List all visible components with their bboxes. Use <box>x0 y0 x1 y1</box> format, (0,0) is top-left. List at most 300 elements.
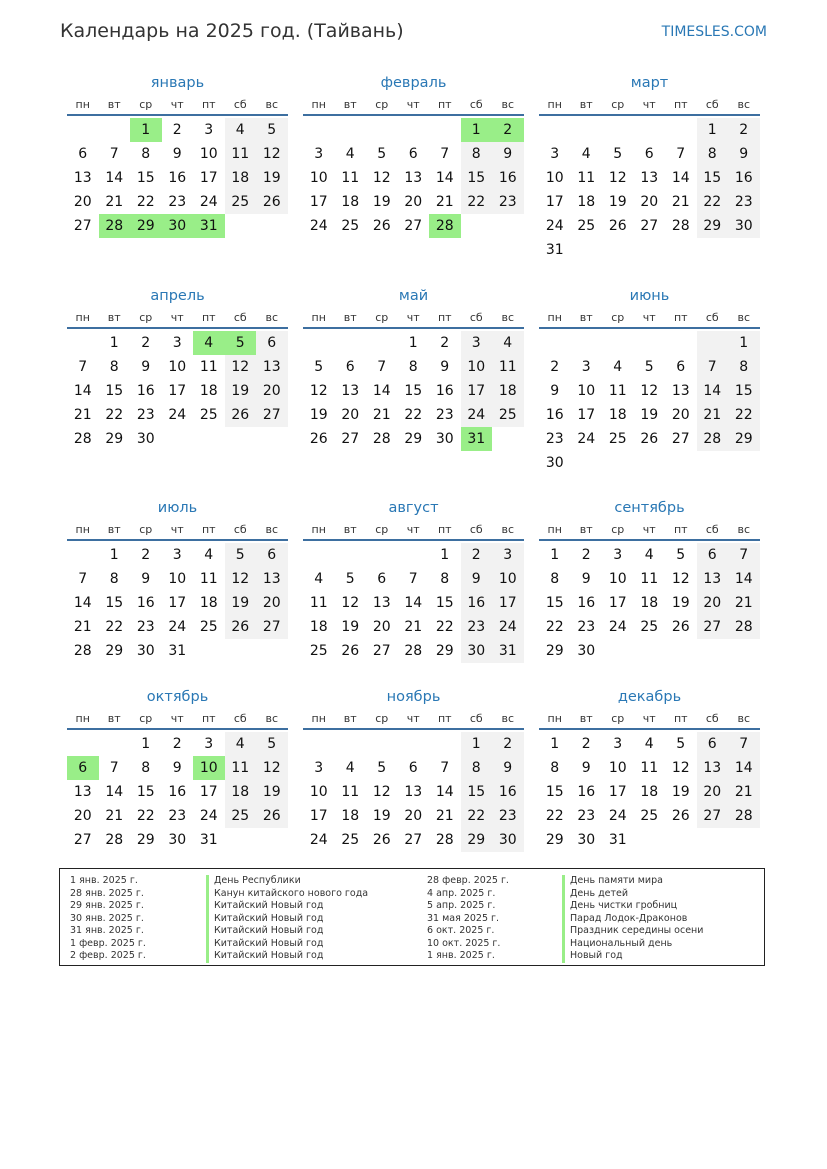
weekday-label: ср <box>139 311 153 324</box>
calendar-day: 12 <box>256 142 288 166</box>
weekday-label: сб <box>469 311 483 324</box>
calendar-day: 18 <box>225 166 257 190</box>
weekday-header <box>303 521 524 541</box>
calendar-day: 16 <box>492 166 524 190</box>
calendar-day: 19 <box>225 379 257 403</box>
calendar-day: 29 <box>404 431 423 447</box>
holiday-date: 1 февр. 2025 г. <box>70 937 146 949</box>
calendar-day: 19 <box>256 780 288 804</box>
calendar-day: 31 <box>608 832 627 848</box>
weekday-label: чт <box>642 523 656 536</box>
calendar-day: 30 <box>545 455 564 471</box>
empty-day <box>634 828 666 852</box>
calendar-day: 1 <box>461 118 493 142</box>
weekday-label: сб <box>233 712 247 725</box>
calendar-day: 11 <box>341 170 360 186</box>
month-days <box>303 732 524 852</box>
weekday-label: вс <box>737 712 751 725</box>
empty-day <box>602 331 634 355</box>
weekday-label: ср <box>611 311 625 324</box>
weekday-label: чт <box>170 311 184 324</box>
empty-day <box>225 828 257 852</box>
weekday-header <box>539 521 760 541</box>
calendar-day: 19 <box>372 808 391 824</box>
holiday-dates-left <box>70 875 146 963</box>
calendar-day: 6 <box>67 756 99 780</box>
calendar-day: 26 <box>225 403 257 427</box>
holiday-name: День детей <box>562 888 703 901</box>
weekday-label: сб <box>705 98 719 111</box>
empty-day <box>366 732 398 756</box>
calendar-day: 27 <box>697 615 729 639</box>
calendar-day: 19 <box>372 194 391 210</box>
empty-day <box>225 639 257 663</box>
weekday-label: ср <box>139 523 153 536</box>
calendar-day: 29 <box>697 214 729 238</box>
calendar-day: 13 <box>73 170 92 186</box>
calendar-day: 21 <box>73 407 92 423</box>
calendar-day: 3 <box>461 331 493 355</box>
calendar-day: 21 <box>728 780 760 804</box>
calendar-day: 30 <box>577 643 596 659</box>
month-name: март <box>630 75 669 91</box>
calendar-day: 10 <box>608 760 627 776</box>
calendar-day: 17 <box>461 379 493 403</box>
calendar-day: 5 <box>256 732 288 756</box>
calendar-day: 8 <box>109 359 119 375</box>
empty-day <box>429 118 461 142</box>
calendar-day: 5 <box>225 543 257 567</box>
calendar-day: 1 <box>109 547 119 563</box>
month-block <box>539 72 760 262</box>
calendar-day: 5 <box>314 359 324 375</box>
calendar-day: 1 <box>109 335 119 351</box>
calendar-day: 30 <box>492 828 524 852</box>
calendar-day: 22 <box>136 194 155 210</box>
weekday-label: сб <box>469 98 483 111</box>
empty-day <box>67 732 99 756</box>
calendar-day: 1 <box>550 547 560 563</box>
calendar-day: 27 <box>372 643 391 659</box>
calendar-day: 18 <box>608 407 627 423</box>
holiday-name: День Республики <box>206 875 368 888</box>
calendar-day: 6 <box>408 760 418 776</box>
weekday-label: сб <box>469 712 483 725</box>
calendar-day: 10 <box>492 567 524 591</box>
calendar-day: 29 <box>136 832 155 848</box>
calendar-day: 7 <box>676 146 686 162</box>
calendar-day: 30 <box>136 431 155 447</box>
calendar-day: 23 <box>435 407 454 423</box>
calendar-day: 12 <box>309 383 328 399</box>
calendar-day: 4 <box>492 331 524 355</box>
weekday-label: пн <box>547 311 562 324</box>
calendar-day: 6 <box>256 543 288 567</box>
weekday-label: вт <box>107 712 121 725</box>
weekday-label: ср <box>375 523 389 536</box>
calendar-day: 19 <box>671 784 690 800</box>
calendar-day: 24 <box>608 619 627 635</box>
calendar-day: 1 <box>141 736 151 752</box>
calendar-day: 30 <box>162 214 194 238</box>
calendar-day: 4 <box>225 732 257 756</box>
calendar-day: 4 <box>193 331 225 355</box>
calendar-day: 28 <box>671 218 690 234</box>
calendar-day: 22 <box>105 407 124 423</box>
empty-day <box>256 639 288 663</box>
calendar-day: 26 <box>225 615 257 639</box>
calendar-day: 21 <box>105 808 124 824</box>
weekday-label: чт <box>406 712 420 725</box>
empty-day <box>193 427 225 451</box>
holiday-name: Китайский Новый год <box>206 900 368 913</box>
holiday-name: Национальный день <box>562 938 703 951</box>
calendar-day: 13 <box>256 567 288 591</box>
calendar-day: 13 <box>640 170 659 186</box>
calendar-day: 5 <box>676 547 686 563</box>
calendar-day: 7 <box>408 571 418 587</box>
weekday-label: пт <box>437 523 452 536</box>
calendar-day: 4 <box>613 359 623 375</box>
month-name: апрель <box>150 288 205 304</box>
calendar-day: 6 <box>676 359 686 375</box>
month-name: май <box>398 288 429 304</box>
holiday-date: 4 апр. 2025 г. <box>427 887 496 899</box>
calendar-day: 11 <box>577 170 596 186</box>
calendar-day: 2 <box>172 122 182 138</box>
calendar-day: 2 <box>172 736 182 752</box>
holiday-legend <box>59 868 765 966</box>
holiday-name: Канун китайского нового года <box>206 888 368 901</box>
calendar-day: 8 <box>550 571 560 587</box>
weekday-label: пт <box>673 98 688 111</box>
calendar-day: 6 <box>644 146 654 162</box>
calendar-day: 21 <box>372 407 391 423</box>
calendar-day: 31 <box>193 214 225 238</box>
calendar-day: 1 <box>461 732 493 756</box>
weekday-label: пн <box>547 98 562 111</box>
weekday-header <box>539 96 760 116</box>
calendar-day: 11 <box>640 760 659 776</box>
empty-day <box>99 118 131 142</box>
calendar-day: 22 <box>404 407 423 423</box>
calendar-day: 3 <box>172 547 182 563</box>
calendar-day: 24 <box>608 808 627 824</box>
calendar-day: 19 <box>309 407 328 423</box>
calendar-day: 17 <box>608 595 627 611</box>
calendar-day: 25 <box>225 190 257 214</box>
weekday-label: вт <box>107 98 121 111</box>
calendar-day: 4 <box>204 547 214 563</box>
calendar-day: 24 <box>199 808 218 824</box>
empty-day <box>398 118 430 142</box>
calendar-day: 15 <box>545 784 564 800</box>
calendar-day: 22 <box>545 619 564 635</box>
site-link[interactable]: TIMESLES.COM <box>661 24 767 40</box>
calendar-day: 26 <box>372 832 391 848</box>
empty-day <box>539 118 571 142</box>
weekday-label: вт <box>579 311 593 324</box>
calendar-day: 5 <box>377 760 387 776</box>
holiday-date: 28 янв. 2025 г. <box>70 887 144 899</box>
calendar-day: 14 <box>697 379 729 403</box>
calendar-day: 28 <box>73 643 92 659</box>
holiday-names-left <box>206 875 368 963</box>
calendar-day: 27 <box>73 218 92 234</box>
weekday-label: чт <box>170 523 184 536</box>
calendar-day: 24 <box>577 431 596 447</box>
month-block <box>67 72 288 238</box>
calendar-day: 6 <box>78 146 88 162</box>
calendar-day: 18 <box>341 194 360 210</box>
empty-day <box>193 639 225 663</box>
empty-day <box>225 427 257 451</box>
calendar-day: 25 <box>199 619 218 635</box>
calendar-day: 22 <box>136 808 155 824</box>
calendar-day: 14 <box>435 784 454 800</box>
weekday-label: вс <box>501 523 515 536</box>
empty-day <box>256 214 288 238</box>
calendar-day: 5 <box>676 736 686 752</box>
calendar-day: 7 <box>109 146 119 162</box>
month-block <box>303 72 524 238</box>
calendar-day: 30 <box>136 643 155 659</box>
calendar-day: 15 <box>404 383 423 399</box>
weekday-label: вс <box>501 712 515 725</box>
calendar-day: 27 <box>404 832 423 848</box>
calendar-day: 15 <box>136 784 155 800</box>
weekday-label: сб <box>233 311 247 324</box>
empty-day <box>366 331 398 355</box>
calendar-day: 26 <box>671 808 690 824</box>
calendar-day: 2 <box>461 543 493 567</box>
calendar-day: 15 <box>435 595 454 611</box>
weekday-label: пт <box>201 311 216 324</box>
calendar-day: 4 <box>225 118 257 142</box>
weekday-label: ср <box>375 98 389 111</box>
weekday-label: пт <box>673 712 688 725</box>
calendar-day: 21 <box>671 194 690 210</box>
calendar-day: 30 <box>168 832 187 848</box>
empty-day <box>429 732 461 756</box>
weekday-label: вт <box>107 311 121 324</box>
calendar-day: 20 <box>372 619 391 635</box>
calendar-day: 11 <box>640 571 659 587</box>
calendar-day: 29 <box>435 643 454 659</box>
calendar-day: 14 <box>404 595 423 611</box>
weekday-label: сб <box>705 523 719 536</box>
calendar-day: 25 <box>341 832 360 848</box>
calendar-day: 22 <box>461 190 493 214</box>
calendar-day: 17 <box>608 784 627 800</box>
calendar-day: 12 <box>341 595 360 611</box>
calendar-day: 20 <box>697 780 729 804</box>
month-block <box>303 285 524 451</box>
empty-day <box>67 118 99 142</box>
calendar-day: 12 <box>671 760 690 776</box>
weekday-label: ср <box>139 98 153 111</box>
month-block <box>67 497 288 663</box>
weekday-label: ср <box>375 311 389 324</box>
weekday-label: вс <box>265 523 279 536</box>
calendar-day: 11 <box>608 383 627 399</box>
weekday-label: вс <box>737 98 751 111</box>
empty-day <box>335 732 367 756</box>
calendar-day: 24 <box>545 218 564 234</box>
empty-day <box>602 639 634 663</box>
calendar-day: 21 <box>728 591 760 615</box>
weekday-label: ср <box>375 712 389 725</box>
month-name: июнь <box>629 288 670 304</box>
calendar-day: 26 <box>341 643 360 659</box>
empty-day <box>398 543 430 567</box>
calendar-day: 4 <box>644 547 654 563</box>
calendar-day: 9 <box>492 756 524 780</box>
calendar-day: 10 <box>168 359 187 375</box>
weekday-header <box>67 710 288 730</box>
calendar-day: 9 <box>728 142 760 166</box>
empty-day <box>256 427 288 451</box>
calendar-day: 6 <box>377 571 387 587</box>
calendar-day: 15 <box>697 166 729 190</box>
calendar-day: 19 <box>341 619 360 635</box>
empty-day <box>335 118 367 142</box>
calendar-day: 16 <box>492 780 524 804</box>
calendar-day: 24 <box>168 407 187 423</box>
weekday-label: вс <box>265 311 279 324</box>
calendar-day: 28 <box>429 214 461 238</box>
calendar-day: 12 <box>256 756 288 780</box>
calendar-day: 9 <box>141 571 151 587</box>
calendar-day: 1 <box>440 547 450 563</box>
calendar-day: 24 <box>461 403 493 427</box>
calendar-day: 26 <box>640 431 659 447</box>
calendar-day: 21 <box>697 403 729 427</box>
calendar-day: 9 <box>172 146 182 162</box>
empty-day <box>728 639 760 663</box>
weekday-label: чт <box>642 712 656 725</box>
calendar-day: 16 <box>435 383 454 399</box>
calendar-day: 3 <box>613 736 623 752</box>
calendar-day: 28 <box>697 427 729 451</box>
calendar-day: 27 <box>404 218 423 234</box>
calendar-day: 6 <box>408 146 418 162</box>
empty-day <box>303 543 335 567</box>
empty-day <box>665 639 697 663</box>
calendar-day: 4 <box>314 571 324 587</box>
empty-day <box>634 331 666 355</box>
weekday-label: вс <box>265 98 279 111</box>
weekday-label: чт <box>642 98 656 111</box>
calendar-day: 17 <box>168 595 187 611</box>
month-block <box>303 686 524 852</box>
calendar-day: 25 <box>640 808 659 824</box>
calendar-day: 20 <box>640 194 659 210</box>
month-days <box>539 331 760 475</box>
calendar-day: 5 <box>613 146 623 162</box>
calendar-day: 22 <box>697 190 729 214</box>
empty-day <box>303 331 335 355</box>
calendar-day: 2 <box>492 732 524 756</box>
weekday-header <box>539 710 760 730</box>
calendar-day: 17 <box>199 784 218 800</box>
calendar-day: 25 <box>341 218 360 234</box>
weekday-label: ср <box>611 523 625 536</box>
calendar-day: 19 <box>256 166 288 190</box>
calendar-day: 15 <box>728 379 760 403</box>
weekday-label: сб <box>469 523 483 536</box>
calendar-day: 11 <box>199 571 218 587</box>
empty-day <box>571 118 603 142</box>
weekday-label: сб <box>705 712 719 725</box>
calendar-day: 6 <box>697 543 729 567</box>
holiday-date: 1 янв. 2025 г. <box>427 950 495 961</box>
weekday-header <box>67 309 288 329</box>
calendar-day: 31 <box>461 427 493 451</box>
weekday-label: пт <box>201 98 216 111</box>
calendar-day: 14 <box>671 170 690 186</box>
holiday-date: 31 мая 2025 г. <box>427 912 500 924</box>
calendar-day: 26 <box>256 190 288 214</box>
calendar-day: 18 <box>341 808 360 824</box>
calendar-day: 20 <box>671 407 690 423</box>
weekday-label: вт <box>343 523 357 536</box>
weekday-label: вт <box>343 311 357 324</box>
calendar-day: 7 <box>78 571 88 587</box>
calendar-day: 20 <box>341 407 360 423</box>
holiday-name: Китайский Новый год <box>206 925 368 938</box>
calendar-day: 21 <box>435 808 454 824</box>
calendar-day: 8 <box>440 571 450 587</box>
holiday-name: Китайский Новый год <box>206 938 368 951</box>
calendar-day: 28 <box>73 431 92 447</box>
calendar-day: 19 <box>225 591 257 615</box>
empty-day <box>539 331 571 355</box>
calendar-day: 24 <box>309 832 328 848</box>
calendar-day: 8 <box>697 142 729 166</box>
holiday-date: 1 янв. 2025 г. <box>70 875 138 886</box>
calendar-day: 8 <box>461 142 493 166</box>
calendar-day: 11 <box>492 355 524 379</box>
weekday-label: чт <box>406 311 420 324</box>
calendar-day: 17 <box>309 808 328 824</box>
empty-day <box>67 543 99 567</box>
weekday-label: чт <box>406 523 420 536</box>
calendar-day: 24 <box>492 615 524 639</box>
calendar-day: 8 <box>141 760 151 776</box>
calendar-day: 25 <box>640 619 659 635</box>
calendar-day: 17 <box>545 194 564 210</box>
calendar-day: 31 <box>545 242 564 258</box>
calendar-day: 16 <box>461 591 493 615</box>
empty-day <box>335 543 367 567</box>
month-name: декабрь <box>617 689 682 705</box>
calendar-day: 20 <box>256 379 288 403</box>
weekday-header <box>303 96 524 116</box>
month-block <box>539 285 760 475</box>
calendar-day: 21 <box>73 619 92 635</box>
holiday-name: Парад Лодок-Драконов <box>562 913 703 926</box>
weekday-label: пн <box>311 523 326 536</box>
weekday-label: пн <box>75 98 90 111</box>
month-days <box>539 118 760 262</box>
calendar-day: 7 <box>728 543 760 567</box>
calendar-day: 14 <box>728 567 760 591</box>
calendar-day: 5 <box>377 146 387 162</box>
calendar-day: 14 <box>73 595 92 611</box>
weekday-header <box>67 96 288 116</box>
calendar-day: 3 <box>314 146 324 162</box>
